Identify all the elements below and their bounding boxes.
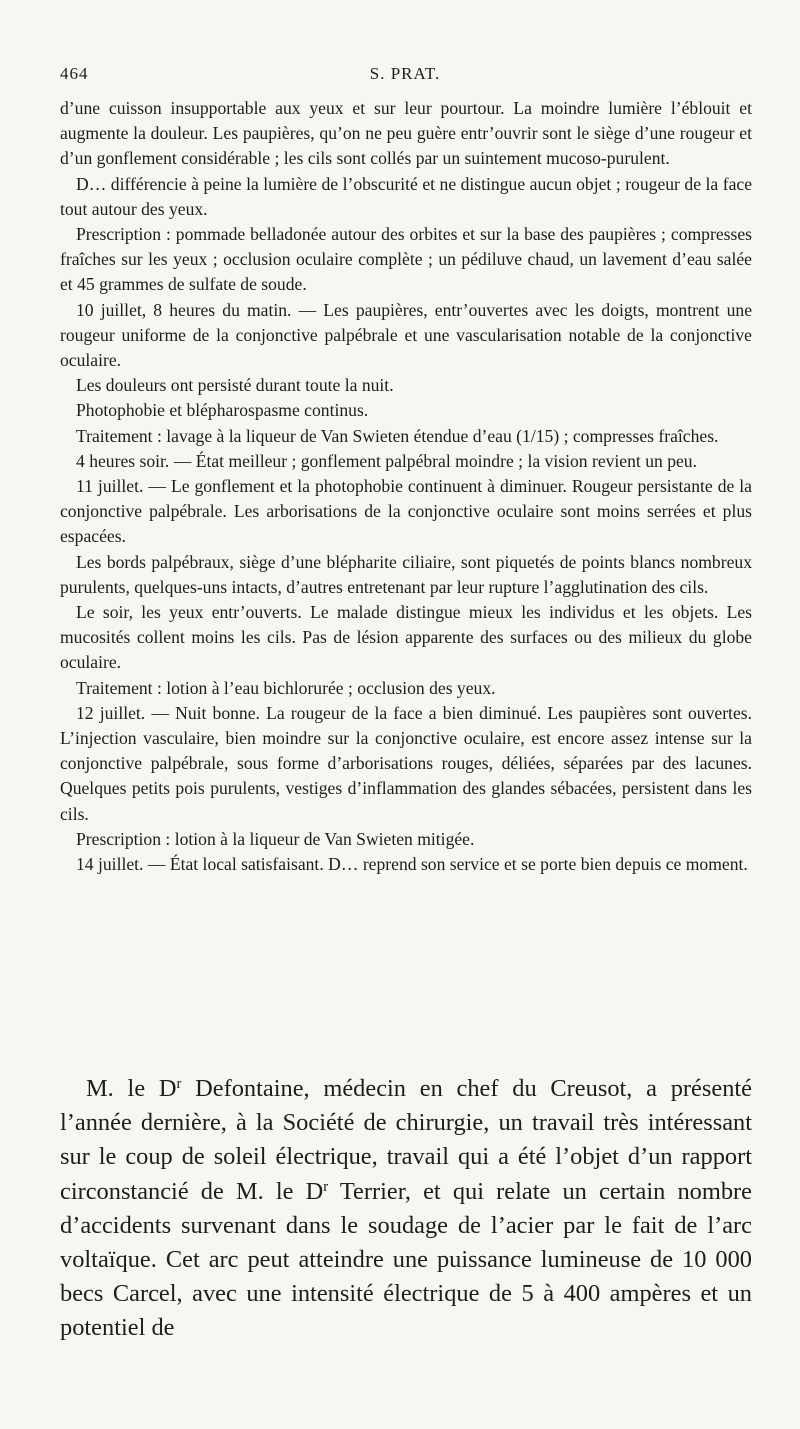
paragraph: 12 juillet. — Nuit bonne. La rougeur de la face a bien diminué. Les paupières sont ouvertes. L’injection vasculaire, bien moindre sur la conjonctive oculaire, est encore assez intense sur la conjonctive palpébrale, sous forme d’arborisations rouges, déliées, séparées par des lacunes. Quelques petits pois purulents, vestiges d’inflammation des glandes sébacées, persistent dans les cils. xyxy=(60,702,752,824)
paragraph: Les douleurs ont persisté durant toute la nuit. xyxy=(76,375,394,396)
text-run: Defontaine, médecin en chef du Creusot, a présenté l’année dernière, à la Société de chirurgie, un travail très intéressant sur le coup de soleil électrique, travail qui a été l’objet d’un rapport circonstancié de M. le D xyxy=(60,1075,752,1205)
paragraph: 4 heures soir. — État meilleur ; gonflement palpébral moindre ; la vision revient un peu. xyxy=(76,450,697,471)
page-number: 464 xyxy=(60,64,89,83)
paragraph: 14 juillet. — État local satisfaisant. D… reprend son service et se porte bien depuis ce moment. xyxy=(76,854,748,875)
page-header xyxy=(60,64,750,90)
paragraph: Les bords palpébraux, siège d’une blépharite ciliaire, sont piquetés de points blancs nombreux purulents, quelques-uns intacts, d’autres entretenant par leur rupture l’agglutination des cils. xyxy=(60,551,752,597)
paragraph: d’une cuisson insupportable aux yeux et sur leur pourtour. La moindre lumière l’éblouit et augmente la douleur. Les paupières, qu’on ne peu guère entr’ouvrir sont le siège d’une rougeur et d’un gonflement considérable ; les cils sont collés par un suintement mucoso-purulent. xyxy=(60,98,752,169)
paragraph: Prescription : lotion à la liqueur de Van Swieten mitigée. xyxy=(76,828,475,849)
main-text xyxy=(60,1072,752,1346)
paragraph: Traitement : lavage à la liqueur de Van Swieten étendue d’eau (1/15) ; compresses fraîches. xyxy=(76,425,719,446)
main-paragraph xyxy=(60,1072,752,1346)
text-run: M. le D xyxy=(86,1075,177,1102)
paragraph: Prescription : pommade belladonée autour des orbites et sur la base des paupières ; compresses fraîches sur les yeux ; occlusion oculaire complète ; un pédiluve chaud, un lavement d’eau salée et 45 grammes de sulfate de soude. xyxy=(60,224,752,295)
superscript: r xyxy=(176,1075,182,1092)
paragraph: 11 juillet. — Le gonflement et la photophobie continuent à diminuer. Rougeur persistante de la conjonctive palpébrale. Les arborisations de la conjonctive oculaire sont moins serrées et plus espacées. xyxy=(60,476,752,547)
case-report-text xyxy=(60,96,752,877)
superscript: r xyxy=(323,1178,329,1195)
running-title: S. PRAT. xyxy=(369,64,441,83)
paragraph: 10 juillet, 8 heures du matin. — Les paupières, entr’ouvertes avec les doigts, montrent une rougeur uniforme de la conjonctive palpébrale et une vascularisation notable de la conjonctive oculaire. xyxy=(60,299,752,371)
paragraph: Photophobie et blépharospasme continus. xyxy=(76,400,369,421)
paragraph: Traitement : lotion à l’eau bichlorurée ; occlusion des yeux. xyxy=(76,677,496,698)
text-run: Terrier, et qui relate un certain nombre d’accidents survenant dans le soudage de l’acier par le fait de l’arc voltaïque. Cet arc peut atteindre une puissance lumineuse de 10 000 becs Carcel, avec une intensité électrique de 5 à 400 ampères et un potentiel de xyxy=(60,1177,752,1342)
paragraph: D… différencie à peine la lumière de l’obscurité et ne distingue aucun objet ; rougeur de la face tout autour des yeux. xyxy=(60,173,752,219)
paragraph: Le soir, les yeux entr’ouverts. Le malade distingue mieux les individus et les objets. Les mucosités collent moins les cils. Pas de lésion apparente des surfaces ou des milieux du globe oculaire. xyxy=(60,602,752,673)
